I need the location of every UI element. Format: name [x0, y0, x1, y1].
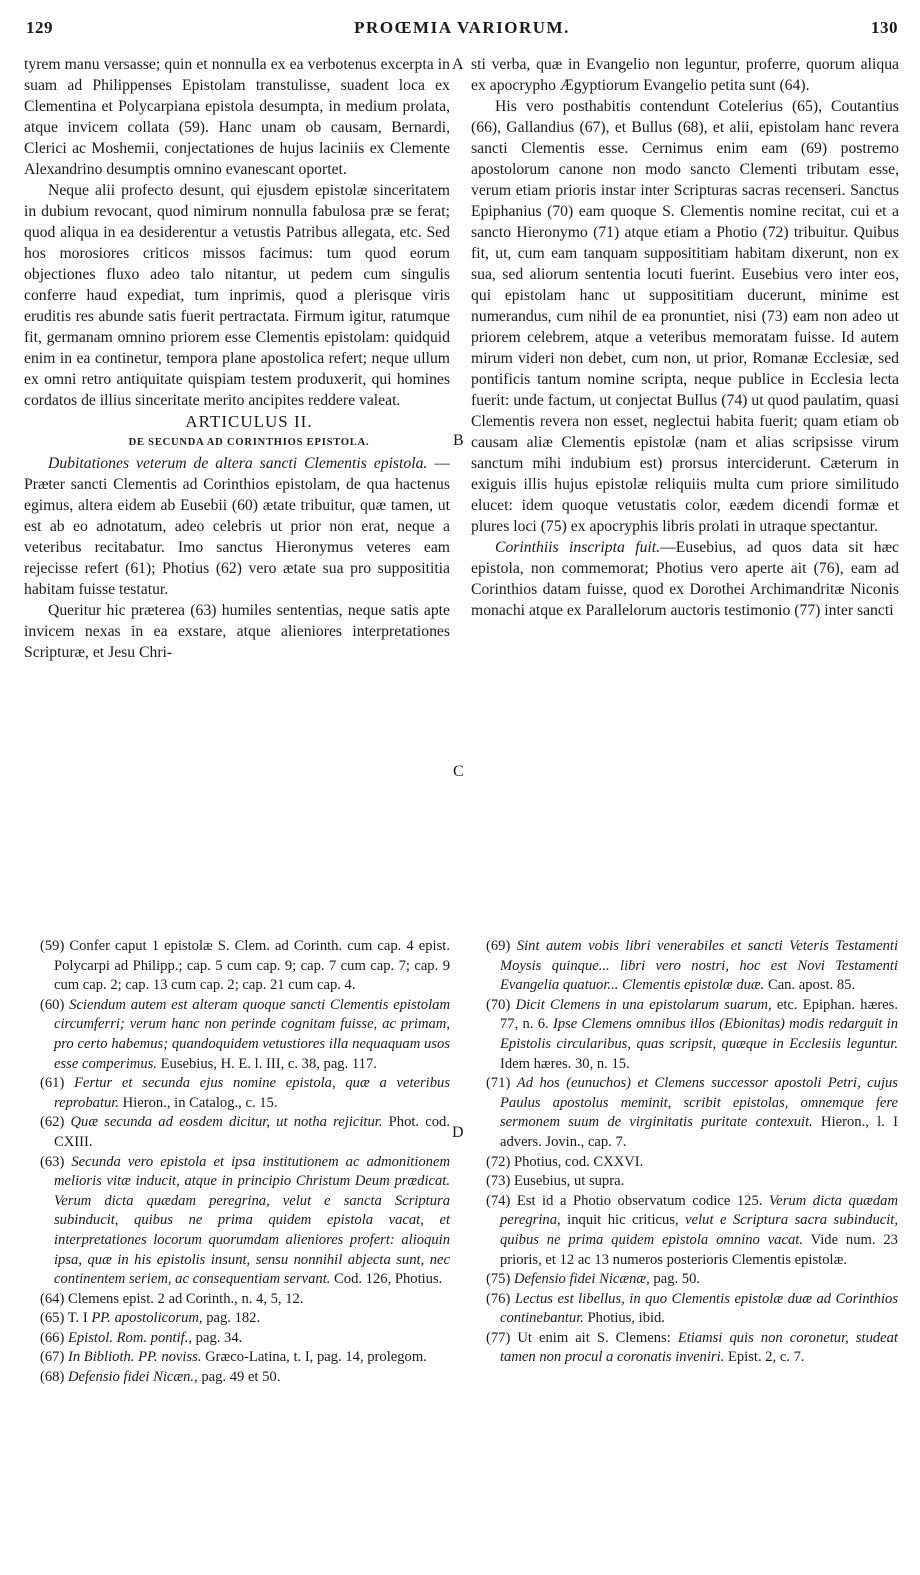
footnote-quote: velut e Scriptura sacra subinducit, quibus ne prima quidem epistola omnino vacat.	[500, 1212, 898, 1248]
footnote-source: Vide num. 23 prioris, et 12 ac 13 numeros posterioris Clementis epistolæ.	[500, 1231, 898, 1268]
footnote	[40, 1348, 450, 1368]
footnote-number: (76)	[486, 1290, 515, 1307]
footnote	[40, 1329, 450, 1349]
paragraph-text: — Præter sancti Clementis ad Corinthios epistolam, de qua hactenus egimus, altera eidem ab Eusebii (60) ætate tribuitur, quæ tamen, ut est ab eo adnotatum, adeo celebris ut prior non erat, neque a veteribus recitabatur. Imo sanctus Hieronymus veteres eam rejecisse refert (61); Photius (62) vero ætate sua pro supposititia habitam fuisse testatur.	[24, 455, 450, 598]
footnote-source: Hieron., l. I advers. Jovin., cap. 7.	[500, 1114, 898, 1150]
footnote-source: pag. 182.	[202, 1310, 261, 1327]
footnote-quote: Dicit Clemens in una epistolarum suarum,	[515, 996, 772, 1013]
footnote-source: inquit hic criticus,	[560, 1212, 686, 1229]
paragraph	[24, 453, 450, 600]
footnote	[486, 1270, 898, 1290]
footnote-number: (67)	[40, 1349, 68, 1366]
footnote-number: (71)	[486, 1075, 517, 1092]
main-column-left	[24, 54, 450, 663]
footnote-number: (62)	[40, 1114, 71, 1131]
footnote-quote: In Biblioth. PP. noviss.	[67, 1349, 202, 1366]
footnote-number: (74) Est id a Photio observatum codice 125.	[486, 1192, 769, 1209]
footnote-quote: Verum dicta quædam peregrina,	[500, 1192, 898, 1229]
section-heading: Dubitationes veterum de altera sancti Clementis epistola.	[48, 455, 428, 472]
footnotes-left	[40, 937, 450, 1388]
margin-letter-b: B	[453, 432, 464, 449]
footnote-quote: Ipse Clemens omnibus illos (Ebionitas) modis redarguit in Epistolis circularibus, quas scripsit, quæque in Ecclesiis leguntur.	[500, 1016, 898, 1052]
page-number-right: 130	[871, 18, 898, 37]
page-number-left: 129	[26, 18, 53, 37]
footnote	[40, 1309, 450, 1329]
article-subtitle: DE SECUNDA AD CORINTHIOS EPISTOLA.	[128, 437, 370, 448]
footnote-number: (77) Ut enim ait S. Clemens:	[486, 1329, 678, 1346]
footnote	[486, 1290, 898, 1329]
footnote-quote: Fertur et secunda ejus nomine epistola, quæ a veteribus reprobatur.	[54, 1075, 451, 1111]
footnote: (72) Photius, cod. CXXVI.	[486, 1153, 644, 1170]
footnote-number: (60)	[40, 996, 70, 1013]
footnote-number: (75)	[486, 1271, 514, 1288]
paragraph: His vero posthabitis contendunt Cotelerius (65), Coutantius (66), Gallandius (67), et Bullus (68), et alii, epistolam hanc revera sancti Clementis esse. Cernimus enim eam (69) postremo apostolorum canone non modo sancto Clementi tributam esse, verum etiam prioris instar inter Scripturas sacras recenseri. Sanctus Epiphanius (70) eam quoque S. Clementis nomine recitat, cui et a sancto Hieronymo (71) atque etiam a Photio (72) tribuitur. Quibus fit, ut, cum eam tanquam supposititiam habitam dixerunt, non ex sua, sed aliorum sententia locuti fuerint. Eusebius vero inter eos, qui epistolam hanc ut supposititiam ducerunt, minime est numerandus, cum nihil de ea pronuntiet, nisi (73) eam non adeo ut priorem celebrem, atque a veteribus memoratam fuisse. Id autem mirum videri non debet, cum non, ut prior, Romanæ Ecclesiæ, sed pontificis tantum nomine scripta, neque publice in Ecclesia lecta fuerit: unde factum, ut conjectat Bullus (74) ut quod paulatim, quasi Clementis revera non esset, neglectui habita fuerit; quam etiam ob causam aliæ Clementis epistolæ (nam et alias scripsisse virum sanctum mihi indubium est) prorsus interciderunt. Cæterum in exiguis illis hujus epistolæ reliquiis multa cum priore similitudo elucet: idem quoque vetustatis color, eædem dicendi formæ et plures loci (75) ex apocryphis libris prolati in utraque spectantur.	[471, 98, 899, 535]
running-title: PROŒMIA VARIORUM.	[354, 18, 570, 37]
footnote-source: Hieron., in Catalog., c. 15.	[119, 1094, 278, 1111]
footnote-source: Epist. 2, c. 7.	[724, 1349, 805, 1366]
footnote-source: Eusebius, H. E. l. III, c. 38, pag. 117.	[156, 1055, 377, 1072]
footnote-source: Cod. 126, Photius.	[330, 1271, 443, 1288]
paragraph	[471, 537, 899, 621]
margin-letter-a: A	[452, 56, 464, 73]
footnote	[40, 1074, 450, 1113]
footnote-number: (68)	[40, 1369, 68, 1386]
footnote-source: pag. 34.	[192, 1329, 243, 1346]
paragraph: Queritur hic præterea (63) humiles sententias, neque satis apte invicem nexas in ea exstare, atque alieniores interpretationes Scripturæ, et Jesu Chri-	[24, 602, 450, 661]
footnote	[40, 1368, 450, 1388]
footnote-source: Can. apost. 85.	[764, 977, 856, 994]
footnote-source: Photius, ibid.	[583, 1310, 665, 1327]
footnote-source: pag. 50.	[649, 1271, 701, 1288]
footnote-quote: Ad hos (eunuchos) et Clemens successor apostoli Petri, cujus Paulus apostolus meminit, scribit epistolas, omnemque fere sermonem suum de virginitatis puritate contexuit.	[500, 1075, 898, 1131]
footnote-quote: Etiamsi quis non coronetur, studeat tamen non procul a coronatis inveniri.	[500, 1329, 898, 1366]
footnote-source: etc. Epiphan. hæres. 77, n. 6.	[500, 996, 898, 1033]
article-title: ARTICULUS II.	[185, 412, 313, 431]
paragraph: tyrem manu versasse; quin et nonnulla ex ea verbotenus excerpta in suam ad Philippenses Epistolam transtulisse, suadent loca ex Clementina et Polycarpiana epistola desumpta, in medium prolata, atque invicem collata (59). Hanc unam ob causam, Bernardi, Clerici ac Moshemii, conjectationes de hujus laciniis ex Clemente Alexandrino desumptis omnino evanescant oportet.	[24, 56, 450, 178]
footnote	[486, 937, 898, 996]
footnote	[40, 1153, 450, 1290]
footnote: (59) Confer caput 1 epistolæ S. Clem. ad Corinth. cum cap. 4 epist. Polycarpi ad Philipp.; cap. 5 cum cap. 9; cap. 7 cum cap. 7; cap. 9 cum cap. 2; cap. 13 cum cap. 2; cap. 21 cum cap. 4.	[40, 938, 450, 994]
footnote	[486, 1192, 898, 1270]
footnote-quote: Epistol. Rom. pontif.,	[67, 1329, 193, 1346]
footnote-source: Idem hæres. 30, n. 15.	[500, 1055, 630, 1072]
margin-letter-d: D	[452, 1124, 464, 1141]
paragraph-text: —Eusebius, ad quos data sit hæc epistola, non commemorat; Photius vero aperte ait (76), eam ad Corinthios datam fuisse, quod ex Dorothei Archimandritæ Niconis monachi atque ex Parallelorum auctoris testimonio (77) inter sancti	[471, 539, 900, 619]
paragraph: sti verba, quæ in Evangelio non leguntur, proferre, quorum aliqua ex apocrypho Ægyptiorum Evangelio petita sunt (64).	[471, 56, 899, 94]
footnote-source: Græco-Latina, t. I, pag. 14, prolegom.	[201, 1349, 427, 1366]
footnote-number: (66)	[40, 1329, 68, 1346]
footnote	[486, 1329, 898, 1368]
footnote-quote: Sciendum autem est alteram quoque sancti Clementis epistolam circumferri; verum hanc non perinde cognitam fuisse, ac primam, pro certo habemus; quandoquidem vetustiores illa nequaquam usos esse comperimus.	[54, 996, 450, 1072]
footnote-quote: Quæ secunda ad eosdem dicitur, ut notha rejicitur.	[70, 1114, 383, 1131]
footnote: (64) Clemens epist. 2 ad Corinth., n. 4, 5, 12.	[40, 1290, 304, 1307]
footnote	[486, 996, 898, 1074]
footnote-number: (70)	[486, 996, 516, 1013]
footnote-quote: Secunda vero epistola et ipsa institutionem ac admonitionem melioris vitæ inducit, atque in principio Christum Deum prædicat. Verum dicta quædam peregrina, velut e sancta Scriptura subinducit, quibus ne prima quidem epistola vacat, et interpretationes locorum quorumdam alieniores profert: alioquin ipsa, quæ in his epistolis insunt, sensu nonnihil abjecta sunt, nec continentem seriem, ac consequentiam servant.	[54, 1153, 450, 1288]
footnote-number: (63)	[40, 1153, 72, 1170]
footnote: (73) Eusebius, ut supra.	[486, 1173, 625, 1190]
paragraph: Neque alii profecto desunt, qui ejusdem epistolæ sinceritatem in dubium revocant, quod nimirum nonnulla fabulosa præ se ferat; quod aliqua in ea desiderentur a vetustis Patribus allegata, etc. Sed hos morosiores criticos missos facimus: tum quod eorum objectiones fluxo adeo talo nitantur, ut pedem cum singulis conferre haud expediat, tum inprimis, quod a plerisque viris eruditis res abunde satis fuerit pertractata. Firmum igitur, ratumque fit, germanam omnino priorem esse Clementis epistolam: quidquid enim in ea continetur, tempora plane apostolica refert; neque ullum ex omni retro antiquitate quispiam testem produxerit, qui homines cordatos de illius sinceritate merito ancipites reddere valeat.	[24, 182, 450, 409]
footnote	[40, 1113, 450, 1152]
section-heading: Corinthiis inscripta fuit.	[495, 539, 661, 556]
page-header	[26, 18, 898, 44]
footnote-quote: Defensio fidei Nicænæ,	[513, 1271, 650, 1288]
footnote-number: (61)	[40, 1075, 75, 1092]
footnote-quote: Defensio fidei Nicæn.,	[67, 1369, 198, 1386]
footnote-quote: Sint autem vobis libri venerabiles et sancti Veteris Testamenti Moysis quinque... libri vero nostri, hoc est Novi Testamenti Evangelia quatuor... Clementis epistolæ duæ.	[500, 938, 898, 994]
footnote	[486, 1074, 898, 1152]
footnote	[40, 996, 450, 1074]
footnote-source: Phot. cod. CXIII.	[54, 1114, 450, 1150]
margin-letter-c: C	[453, 763, 464, 780]
footnote-source: pag. 49 et 50.	[197, 1369, 281, 1386]
footnote-number: (65) T. I	[40, 1310, 92, 1327]
footnote-number: (69)	[486, 938, 517, 954]
footnote-quote: Lectus est libellus, in quo Clementis epistolæ duæ ad Corinthios continebantur.	[500, 1290, 898, 1327]
footnotes-right	[486, 937, 898, 1368]
footnote-quote: PP. apostolicorum,	[91, 1310, 203, 1327]
main-column-right	[471, 54, 899, 621]
